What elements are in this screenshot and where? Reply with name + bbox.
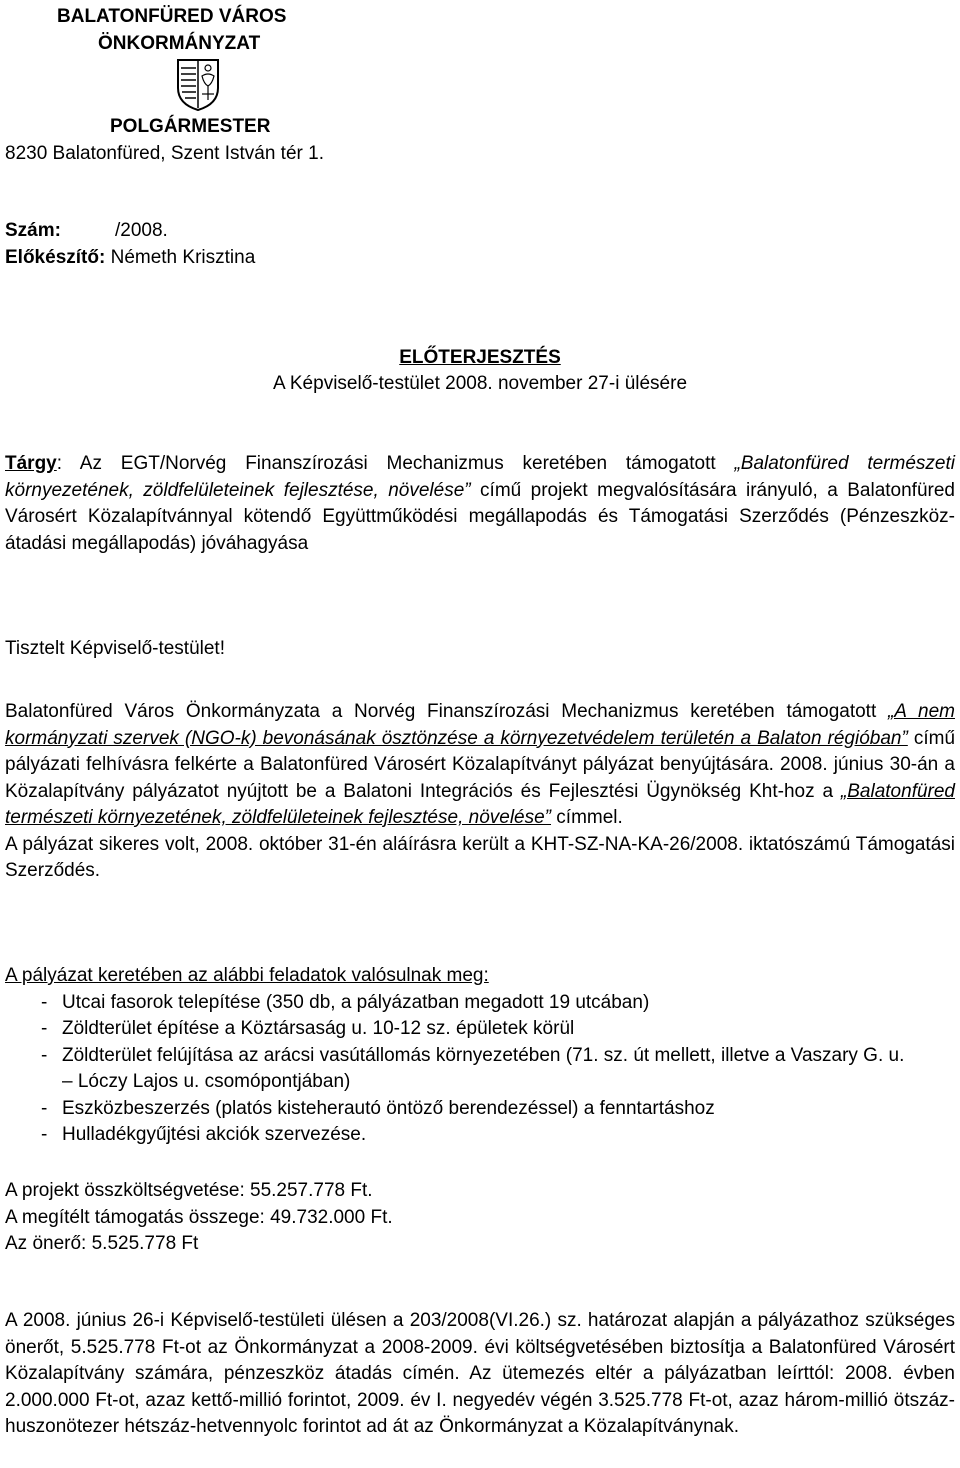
intro-text-1: Balatonfüred Város Önkormányzata a Norvég Finanszírozási Mechanizmus keretében támogatott	[5, 701, 888, 722]
call-title: „A nem kormányzati szervek (NGO-k) bevonásának ösztönzése a környezetvédelem területén a Balaton régióban”	[5, 701, 955, 749]
tasks-section	[5, 963, 955, 1149]
reference-number-value: /2008.	[115, 220, 168, 241]
subject-text: Az EGT/Norvég Finanszírozási Mechanizmus keretében támogatott	[62, 453, 735, 474]
org-name-line2: ÖNKORMÁNYZAT	[98, 33, 261, 54]
subject-colon: :	[56, 453, 63, 474]
org-name-line1: BALATONFÜRED VÁROS	[57, 6, 287, 27]
contract-sentence: A pályázat sikeres volt, 2008. október 31-én aláírásra került a KHT-SZ-NA-KA-26/2008. iktatószámú Támogatási Szerződés.	[5, 833, 955, 881]
tasks-intro: A pályázat keretében az alábbi feladatok valósulnak meg:	[5, 965, 489, 986]
intro-paragraph	[5, 699, 955, 885]
reference-number-label: Szám:	[5, 220, 61, 241]
preparer-value: Németh Krisztina	[110, 247, 256, 268]
subject-text-end: című projekt megvalósítására irányuló, a Balatonfüred Városért Közalapítvánnyal kötendő Együttműködési megállapodás és Támogatási Szerződés (Pénzeszköz-átadási megállapodás) jóváhagyása	[5, 479, 955, 554]
document-subtitle: A Képviselő-testület 2008. november 27-i ülésére	[272, 373, 688, 394]
list-item: - Hulladékgyűjtési akciók szervezése.	[5, 1122, 915, 1149]
budget-total: A projekt összköltségvetése: 55.257.778 Ft.	[5, 1180, 373, 1201]
subject-label: Tárgy	[5, 453, 57, 474]
salutation: Tisztelt Képviselő-testület!	[5, 638, 225, 659]
budget-own-contribution: Az önerő: 5.525.778 Ft	[5, 1233, 199, 1254]
subject-project-title: „Balatonfüred természeti környezetének, zöldfelületeinek fejlesztése, növelése”	[5, 453, 955, 501]
subject-paragraph	[5, 451, 955, 557]
funding-paragraph: A 2008. június 26-i Képviselő-testületi ülésen a 203/2008(VI.26.) sz. határozat alapján a pályázathoz szükséges önerőt, 5.525.778 Ft-ot az Önkormányzat a 2008-2009. évi költségvetésében biztosítja a Balatonfüred Városért Közalapítvány számára, pénzeszköz átadás címén. Az ütemezés eltér a pályázatban leírttól: 2008. évben 2.000.000 Ft-ot, azaz kettő-millió forintot, 2009. év I. negyedév végén 3.525.778 Ft-ot, azaz három-millió ötszáz-huszonötezer hétszáz-hetvennyolc forintot ad át az Önkormányzat a Közalapítványnak.	[5, 1310, 955, 1437]
list-item: - Utcai fasorok telepítése (350 db, a pályázatban megadott 19 utcában)	[5, 990, 915, 1017]
office-address: 8230 Balatonfüred, Szent István tér 1.	[5, 143, 324, 164]
office-title: POLGÁRMESTER	[110, 116, 271, 137]
preparer	[5, 245, 255, 272]
intro-text-3: címmel.	[551, 807, 623, 828]
intro-text-2: című pályázati felhívásra felkérte a Balatonfüred Városért Közalapítványt pályázat benyújtására. 2008. június 30-án a Közalapítvány pályázatot nyújtott be a Balatoni Integrációs és Fejlesztési Ügynökség Kht-hoz a	[5, 727, 956, 802]
project-title: „Balatonfüred természeti környezetének, zöldfelületeinek fejlesztése, növelése”	[5, 780, 955, 828]
list-item: - Zöldterület építése a Köztársaság u. 10-12 sz. épületek körül	[5, 1016, 915, 1043]
list-item: - Zöldterület felújítása az arácsi vasútállomás környezetében (71. sz. út mellett, illetve a Vaszary G. u. – Lóczy Lajos u. csomópontjában)	[5, 1043, 915, 1096]
document-title: ELŐTERJESZTÉS	[399, 347, 561, 368]
list-item: - Eszközbeszerzés (platós kisteherautó öntöző berendezéssel) a fenntartáshoz	[5, 1096, 915, 1123]
preparer-label: Előkészítő:	[5, 247, 106, 268]
coat-of-arms-icon	[176, 58, 220, 112]
tasks-list	[5, 990, 915, 1149]
reference-number	[5, 218, 168, 245]
budget-grant: A megítélt támogatás összege: 49.732.000 Ft.	[5, 1207, 393, 1228]
